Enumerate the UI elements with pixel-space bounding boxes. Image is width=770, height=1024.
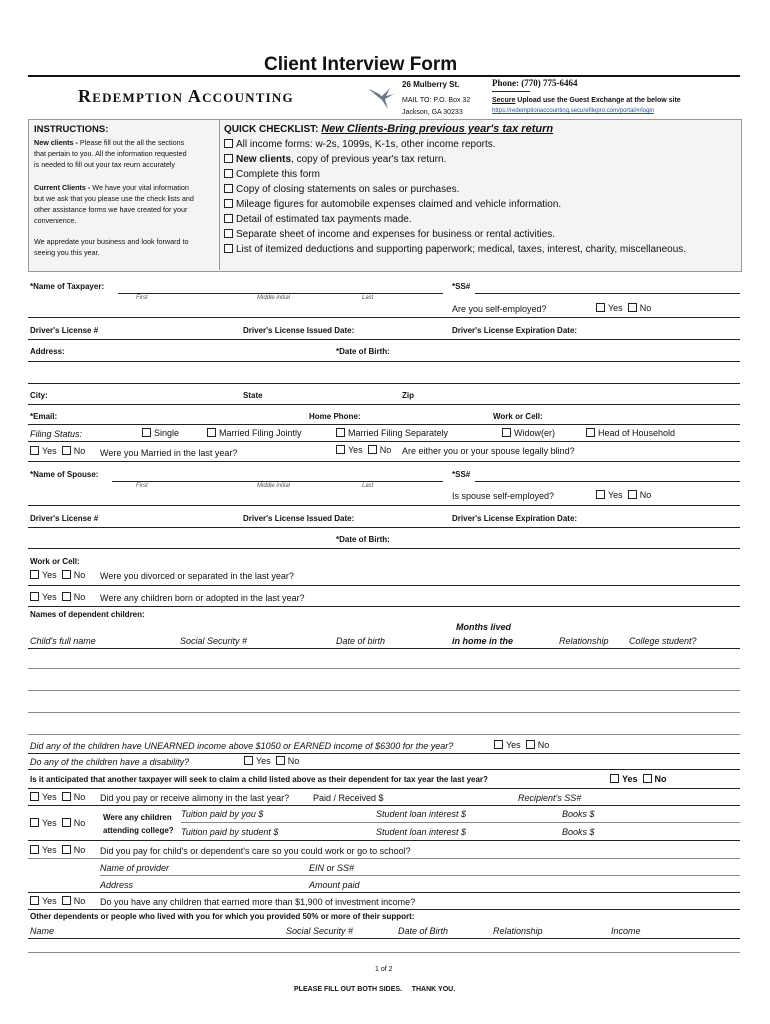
middle-hint: Middle initial bbox=[257, 295, 291, 301]
paid-received-label: Paid / Received $ bbox=[313, 793, 384, 803]
self-employed-options[interactable]: Yes No bbox=[596, 303, 651, 313]
col-months-2: in home in the bbox=[452, 636, 514, 646]
table-row[interactable] bbox=[28, 668, 740, 669]
separator bbox=[28, 788, 740, 789]
spouse-ssn-field[interactable] bbox=[475, 481, 740, 482]
ein-label: EIN or SS# bbox=[309, 863, 355, 873]
tuition-student-label: Tuition paid by student $ bbox=[181, 827, 279, 837]
checklist-item[interactable]: Separate sheet of income and expenses for business or rental activities. bbox=[224, 227, 686, 242]
instructions-current-clients: Current Clients - We have your vital information but we ask that you please use the check lists and other assistance forms we have created for your convenience. bbox=[34, 183, 194, 225]
separator bbox=[28, 938, 740, 939]
separator bbox=[28, 461, 740, 462]
alimony-options[interactable]: Yes No bbox=[30, 792, 85, 802]
dl-issued-label: Driver's License Issued Date: bbox=[243, 326, 355, 335]
od-col-rel: Relationship bbox=[493, 926, 543, 936]
separator bbox=[28, 585, 740, 586]
table-row[interactable] bbox=[28, 734, 740, 735]
taxpayer-name-label: *Name of Taxpayer: bbox=[30, 282, 105, 291]
checklist-items bbox=[224, 137, 686, 257]
books-2-label: Books $ bbox=[562, 827, 595, 837]
alimony-question: Did you pay or receive alimony in the last year? bbox=[100, 793, 290, 803]
address-line-3: Jackson, GA 30233 bbox=[402, 109, 463, 116]
blind-question: Are either you or your spouse legally blind? bbox=[402, 446, 575, 456]
loan-interest-2-label: Student loan interest $ bbox=[376, 827, 467, 837]
self-employed-question: Are you self-employed? bbox=[452, 304, 547, 314]
fs-hoh-option[interactable]: Head of Household bbox=[586, 428, 675, 438]
college-options[interactable]: Yes No bbox=[30, 818, 85, 828]
separator bbox=[28, 361, 740, 362]
table-row[interactable] bbox=[28, 690, 740, 691]
divorced-options[interactable]: Yes No bbox=[30, 570, 85, 580]
separator bbox=[28, 548, 740, 549]
address-line-field[interactable] bbox=[28, 383, 740, 384]
fs-widow-option[interactable]: Widow(er) bbox=[502, 428, 555, 438]
col-college: College student? bbox=[629, 636, 697, 646]
separator bbox=[28, 769, 740, 770]
spouse-self-employed-options[interactable]: Yes No bbox=[596, 490, 651, 500]
claim-options[interactable]: Yes No bbox=[610, 774, 667, 784]
last-hint: Last bbox=[362, 483, 374, 489]
separator bbox=[28, 805, 740, 806]
col-relationship: Relationship bbox=[559, 636, 609, 646]
instructions-new-clients: New clients - Please fill out the all the sections that pertain to you. All the information requested is needed to fill out your tax reurn accurately bbox=[34, 138, 187, 169]
footer-note: PLEASE FILL OUT BOTH SIDES. THANK YOU. bbox=[294, 986, 456, 993]
separator bbox=[28, 858, 740, 859]
upload-link[interactable]: https://redemptionaccounting.securefilepro.com/portal/#/login bbox=[492, 108, 655, 114]
investment-options[interactable]: Yes No bbox=[30, 896, 85, 906]
investment-question: Do you have any children that earned more than $1,900 of investment income? bbox=[100, 897, 416, 907]
dl-exp-label: Driver's License Expiration Date: bbox=[452, 326, 578, 335]
separator bbox=[28, 441, 740, 442]
dependents-heading: Names of dependent children: bbox=[30, 610, 145, 619]
spouse-name-label: *Name of Spouse: bbox=[30, 470, 99, 479]
middle-hint: Middle initial bbox=[257, 483, 291, 489]
dl-label: Driver's License # bbox=[30, 326, 99, 335]
spouse-name-field[interactable] bbox=[112, 481, 443, 482]
first-hint: First bbox=[136, 295, 148, 301]
title-rule bbox=[28, 75, 740, 77]
separator bbox=[28, 892, 740, 893]
checklist-item[interactable]: List of itemized deductions and supporting paperwork; medical, taxes, interest, charity, miscellaneous. bbox=[224, 242, 686, 257]
instructions-closing: We appredate your business and look forward to seeing you this year. bbox=[34, 237, 189, 257]
hummingbird-logo-icon bbox=[368, 82, 398, 112]
checklist-item[interactable]: Complete this form bbox=[224, 167, 686, 182]
col-ssn: Social Security # bbox=[180, 636, 248, 646]
checklist-heading: QUICK CHECKLIST: New Clients-Bring previous year's tax return bbox=[224, 123, 554, 135]
disability-question: Do any of the children have a disability? bbox=[30, 757, 190, 767]
claim-question: Is it anticipated that another taxpayer will seek to claim a child listed above as their dependent for tax year the last year? bbox=[30, 775, 488, 784]
upload-note: Secure Upload use the Guest Exchange at the below site bbox=[492, 97, 681, 104]
spouse-work-cell-label: Work or Cell: bbox=[30, 557, 80, 566]
last-hint: Last bbox=[362, 295, 374, 301]
tuition-you-label: Tuition paid by you $ bbox=[181, 809, 264, 819]
amount-paid-label: Amount paid bbox=[309, 880, 360, 890]
address-label: Address: bbox=[30, 347, 65, 356]
od-col-name: Name bbox=[30, 926, 55, 936]
taxpayer-ssn-label: *SS# bbox=[452, 282, 471, 291]
fs-single-option[interactable]: Single bbox=[142, 428, 179, 438]
spouse-dl-exp-label: Driver's License Expiration Date: bbox=[452, 514, 578, 523]
od-col-ssn: Social Security # bbox=[286, 926, 354, 936]
form-title: Client Interview Form bbox=[264, 54, 458, 75]
filing-status-label: Filing Status: bbox=[30, 429, 83, 439]
separator bbox=[28, 424, 740, 425]
state-label: State bbox=[243, 391, 263, 400]
provider-label: Name of provider bbox=[100, 863, 170, 873]
home-phone-label: Home Phone: bbox=[309, 412, 361, 421]
spouse-self-employed-question: Is spouse self-employed? bbox=[452, 491, 555, 501]
separator bbox=[28, 527, 740, 528]
col-months-1: Months lived bbox=[456, 622, 512, 632]
table-row[interactable] bbox=[28, 712, 740, 713]
col-child-name: Child's full name bbox=[30, 636, 96, 646]
checklist-item[interactable]: New clients, copy of previous year's tax return. bbox=[224, 152, 686, 167]
separator bbox=[28, 909, 740, 910]
od-col-dob: Date of Birth bbox=[398, 926, 449, 936]
box-divider bbox=[219, 120, 220, 270]
loan-interest-1-label: Student loan interest $ bbox=[376, 809, 467, 819]
address-line-2: MAIL TO: P.O. Box 32 bbox=[402, 97, 471, 104]
separator bbox=[28, 505, 740, 506]
separator bbox=[28, 606, 740, 607]
separator bbox=[28, 753, 740, 754]
college-question: Were any children attending college? bbox=[103, 813, 174, 835]
work-cell-label: Work or Cell: bbox=[493, 412, 543, 421]
phone-number: Phone: (770) 775-6464 bbox=[492, 78, 578, 88]
phone-underline bbox=[492, 91, 530, 92]
childcare-question: Did you pay for child's or dependent's care so you could work or go to school? bbox=[100, 846, 411, 856]
unearned-question: Did any of the children have UNEARNED income above $1050 or EARNED income of $6300 for the year? bbox=[30, 741, 454, 751]
separator bbox=[28, 317, 740, 318]
spouse-dl-label: Driver's License # bbox=[30, 514, 99, 523]
taxpayer-ssn-field[interactable] bbox=[475, 293, 740, 294]
table-header-rule bbox=[28, 648, 740, 649]
zip-label: Zip bbox=[402, 391, 414, 400]
childcare-options[interactable]: Yes No bbox=[30, 845, 85, 855]
checklist-item[interactable]: All income forms: w-2s, 1099s, K-1s, other income reports. bbox=[224, 137, 686, 152]
born-question: Were any children born or adopted in the last year? bbox=[100, 593, 305, 603]
books-1-label: Books $ bbox=[562, 809, 595, 819]
spouse-dob-label: *Date of Birth: bbox=[336, 535, 390, 544]
checklist-item[interactable]: Detail of estimated tax payments made. bbox=[224, 212, 686, 227]
recipient-ssn-label: Recipient's SS# bbox=[518, 793, 582, 803]
disability-options[interactable]: Yes No bbox=[244, 756, 299, 766]
table-row[interactable] bbox=[28, 952, 740, 953]
dob-label: *Date of Birth: bbox=[336, 347, 390, 356]
separator bbox=[28, 339, 740, 340]
instructions-heading: INSTRUCTIONS: bbox=[34, 124, 109, 135]
col-dob: Date of birth bbox=[336, 636, 386, 646]
checklist-item[interactable]: Mileage figures for automobile expenses claimed and vehicle information. bbox=[224, 197, 686, 212]
unearned-options[interactable]: Yes No bbox=[494, 740, 549, 750]
page-number: 1 of 2 bbox=[375, 966, 393, 973]
city-label: City: bbox=[30, 391, 48, 400]
separator bbox=[28, 404, 740, 405]
checklist-item[interactable]: Copy of closing statements on sales or purchases. bbox=[224, 182, 686, 197]
spouse-dl-issued-label: Driver's License Issued Date: bbox=[243, 514, 355, 523]
other-dependents-heading: Other dependents or people who lived with you for which you provided 50% or more of their support: bbox=[30, 912, 415, 921]
provider-rule bbox=[100, 875, 740, 876]
spouse-ssn-label: *SS# bbox=[452, 470, 471, 479]
od-col-income: Income bbox=[611, 926, 641, 936]
email-label: *Email: bbox=[30, 412, 58, 421]
fs-mfs-option[interactable]: Married Filing Separately bbox=[336, 428, 448, 438]
firm-name: Redemption Accounting bbox=[78, 86, 294, 106]
provider-address-label: Address bbox=[100, 880, 134, 890]
taxpayer-name-field[interactable] bbox=[118, 293, 443, 294]
married-options[interactable]: Yes No bbox=[30, 446, 85, 456]
address-line-1: 26 Mulberry St. bbox=[402, 80, 460, 89]
college-row-rule bbox=[181, 822, 740, 823]
born-options[interactable]: Yes No bbox=[30, 592, 85, 602]
blind-options[interactable]: Yes No bbox=[336, 445, 391, 455]
fs-mfj-option[interactable]: Married Filing Jointly bbox=[207, 428, 302, 438]
divorced-question: Were you divorced or separated in the last year? bbox=[100, 571, 294, 581]
first-hint: First bbox=[136, 483, 148, 489]
married-question: Were you Married in the last year? bbox=[100, 448, 238, 458]
separator bbox=[28, 840, 740, 841]
